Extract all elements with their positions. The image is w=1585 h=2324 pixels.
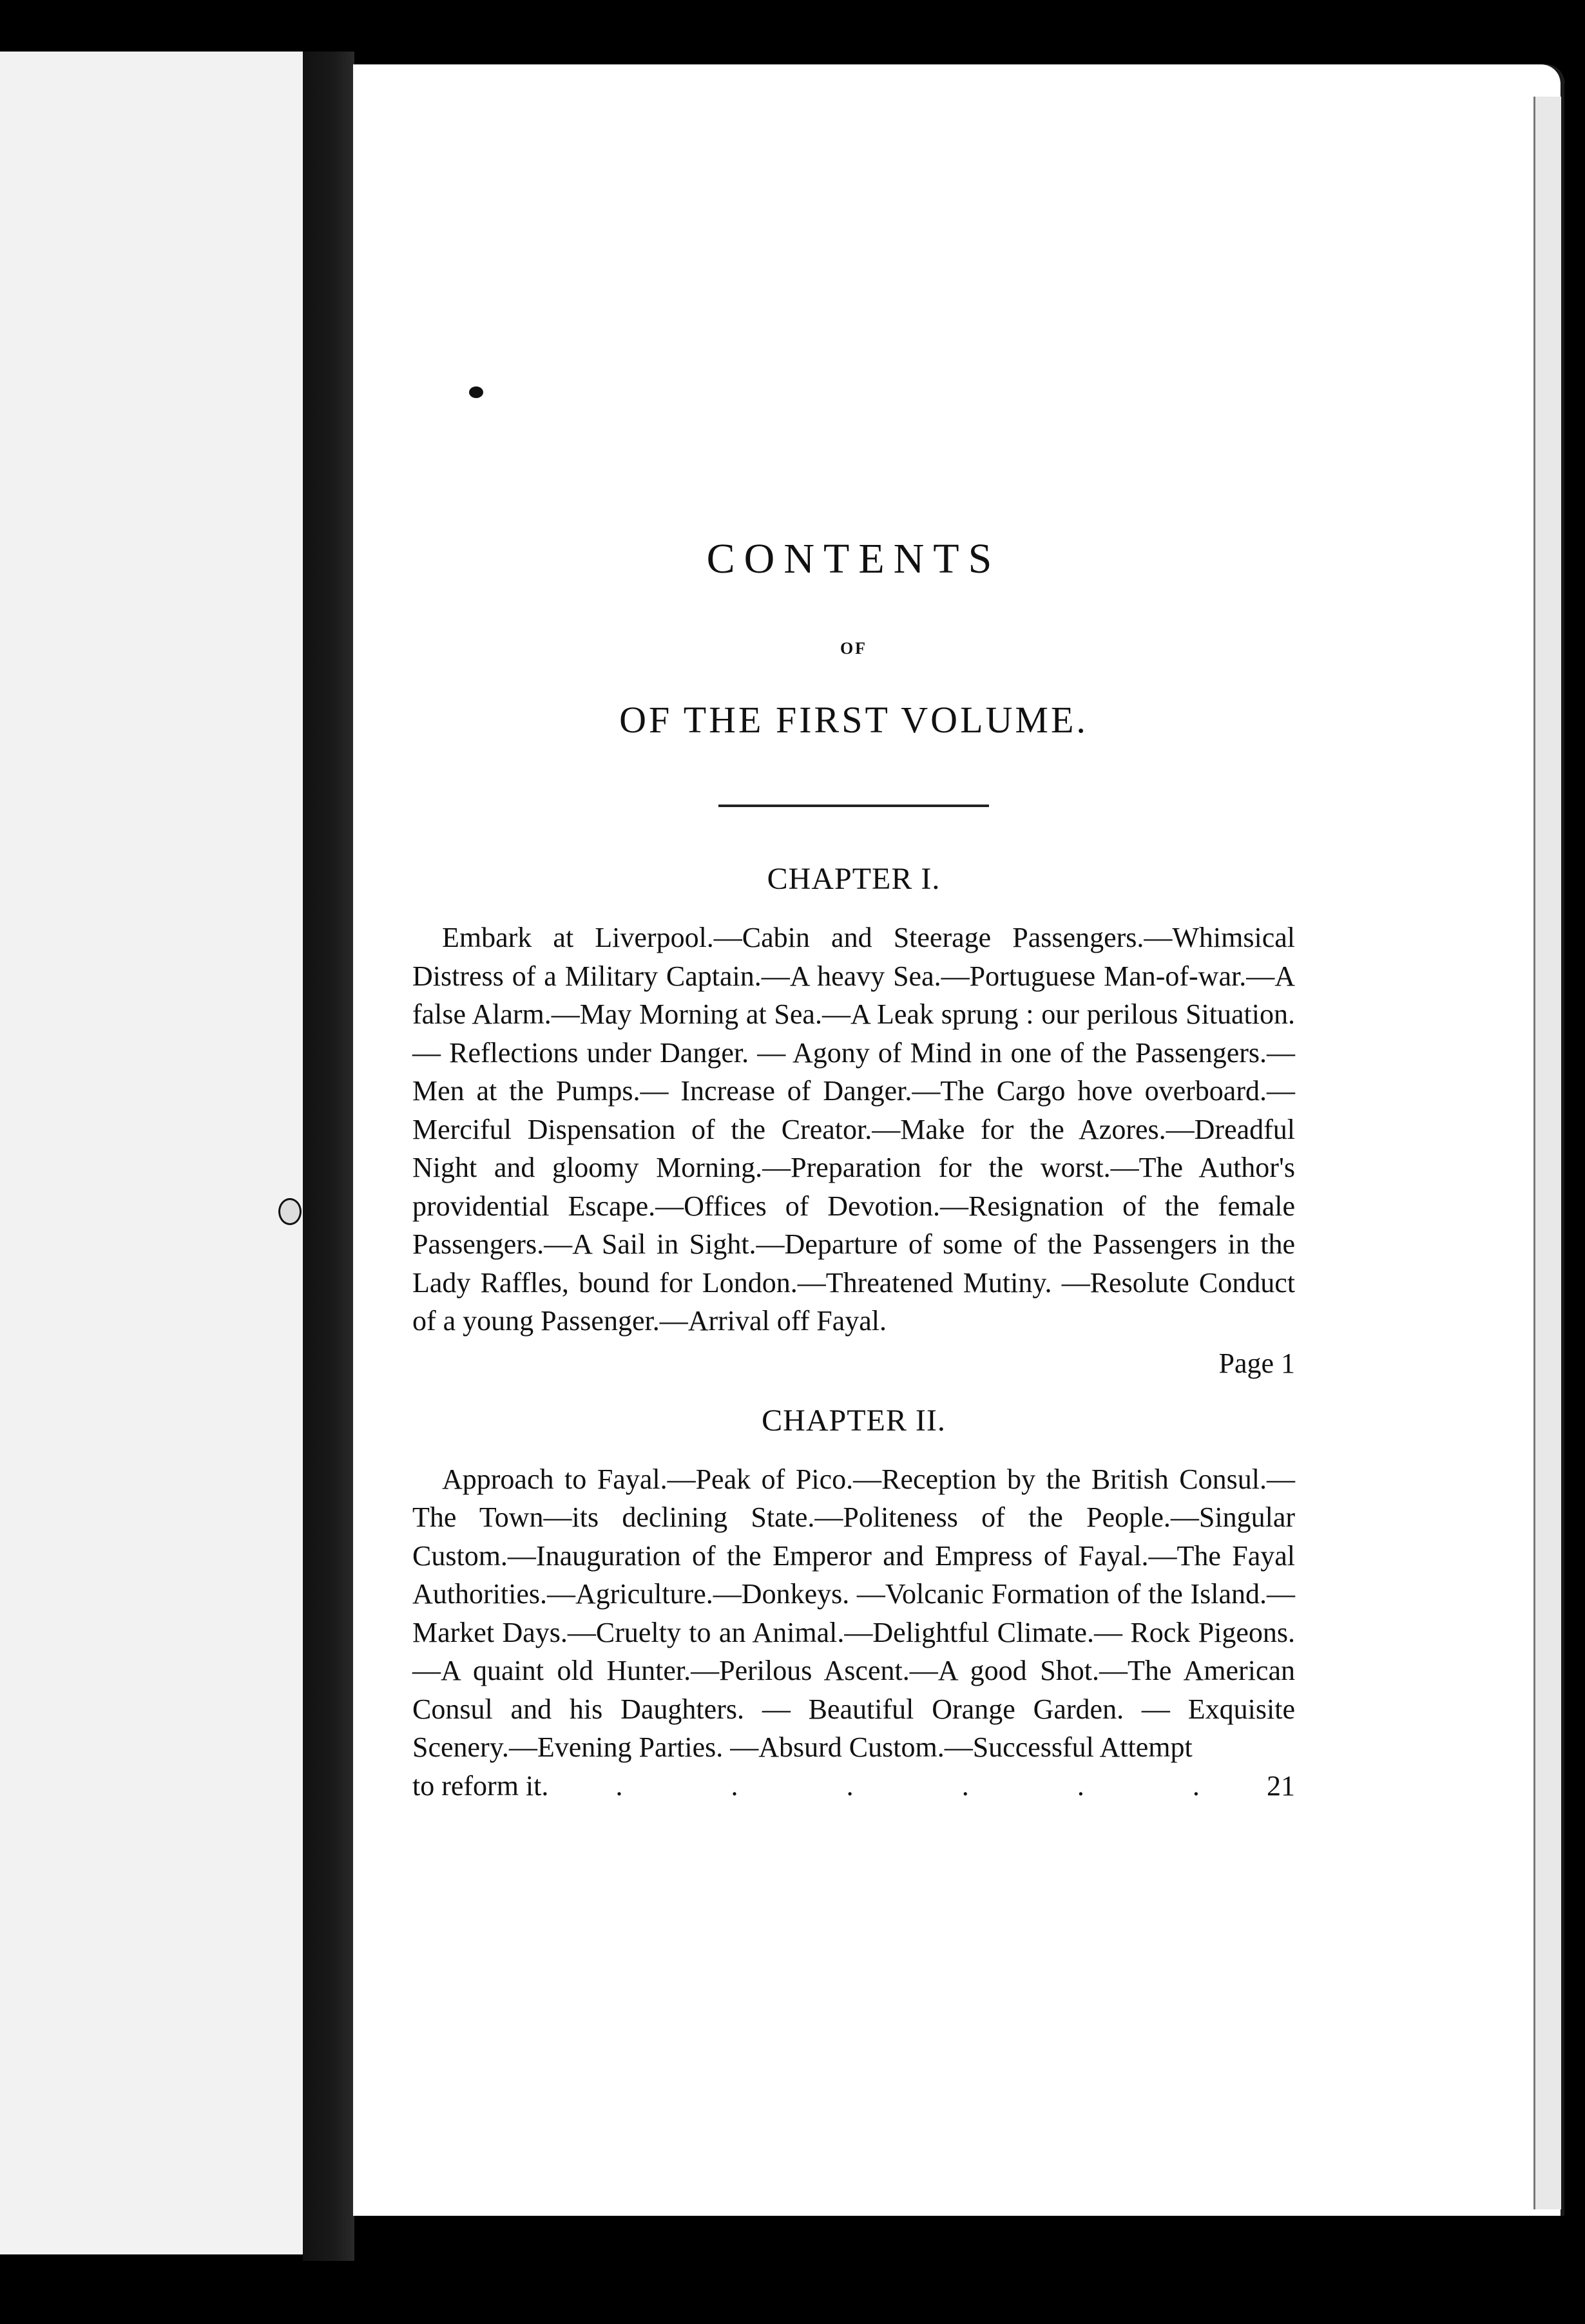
page-tear-mark <box>278 1198 302 1225</box>
contents-page <box>412 535 1295 1805</box>
chapter-last-line-text: to reform it. <box>412 1769 549 1802</box>
page-subtitle: OF THE FIRST VOLUME. <box>619 699 1088 741</box>
chapter-last-line <box>412 1767 1295 1805</box>
page-reference: 21 <box>1267 1769 1295 1802</box>
chapter-summary: Embark at Liverpool.—Cabin and Steerage Passengers.—Whimsical Distress of a Military Captain.—A heavy Sea.—Portuguese Man-of-war.—A false Alarm.—May Morning at Sea.—A Leak sprung : our perilous Situation. — Reflections under Danger. — Agony of Mind in one of the Passengers.—Men at the Pumps.— Increase of Danger.—The Cargo hove overboard.—Merciful Dispensation of the Creator.—Make for the Azores.—Dreadful Night and gloomy Morning.—Preparation for the worst.—The Author's providential Escape.—Offices of Devotion.—Resignation of the female Passengers.—A Sail in Sight.—Departure of some of the Passengers in the Lady Raffles, bound for London.—Threatened Mutiny. —Resolute Conduct of a young Passenger.—Arrival off Fayal. <box>412 922 1295 1337</box>
divider-rule <box>718 805 989 807</box>
chapter-heading: CHAPTER I. <box>767 862 941 896</box>
leader-dots: . . . . . . <box>615 1769 1200 1802</box>
ink-speck <box>469 386 483 398</box>
chapter-heading: CHAPTER II. <box>762 1403 946 1438</box>
title-of: OF <box>840 639 868 658</box>
page-reference: Page 1 <box>1218 1347 1295 1379</box>
left-facing-page <box>0 52 307 2254</box>
page-edge <box>1533 97 1561 2209</box>
chapter-summary: Approach to Fayal.—Peak of Pico.—Reception by the British Consul.—The Town—its declining State.—Politeness of the People.—Singular Custom.—Inauguration of the Emperor and Empress of Fayal.—The Fayal Authorities.—Agriculture.—Donkeys. —Volcanic Formation of the Island.—Market Days.—Cruelty to an Animal.—Delightful Climate.— Rock Pigeons.—A quaint old Hunter.—Perilous Ascent.—A good Shot.—The American Consul and his Daughters. — Beautiful Orange Garden. — Exquisite Scenery.—Evening Parties. —Absurd Custom.—Successful Attempt <box>412 1463 1295 1763</box>
page-title: CONTENTS <box>706 535 1001 582</box>
page-gutter <box>303 52 354 2261</box>
